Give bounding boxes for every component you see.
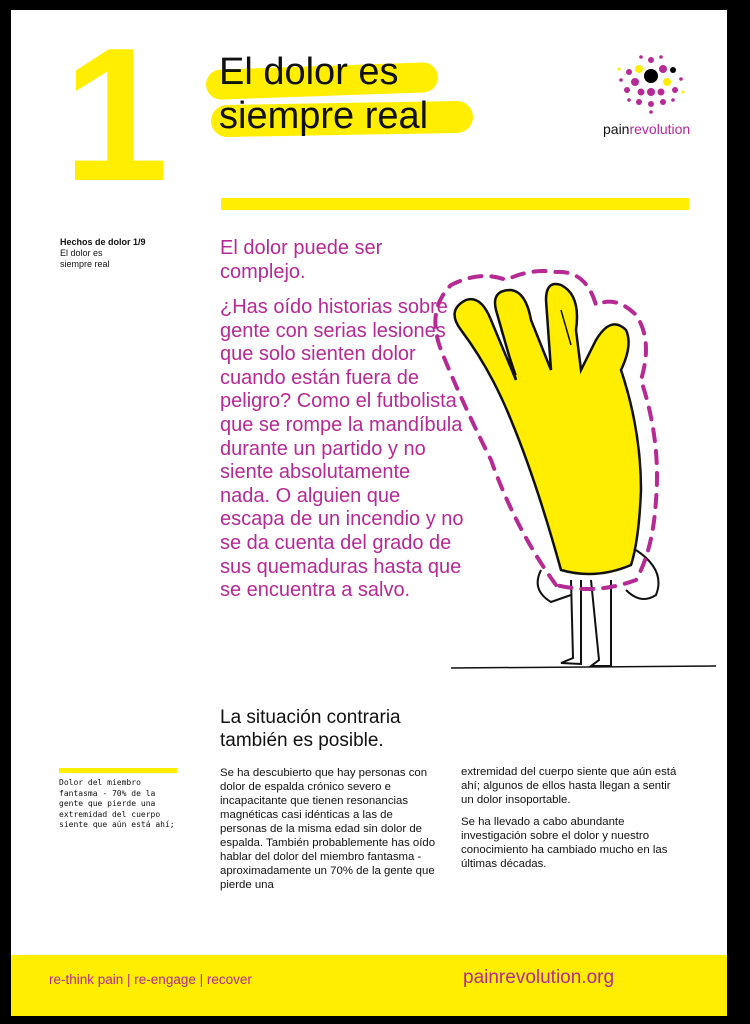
column-1-text: Se ha descubierto que hay personas con dolor de espalda crónico severo e incapacitante que tienen resonancias magnéticas casi idénticas a las de personas de la misma edad sin dolor de espalda. También probablemente has oído hablar del dolor del miembro fantasma - aproximadamente un 70% de la gente que pierde una bbox=[220, 767, 436, 891]
headline: El dolor puede ser complejo. bbox=[220, 237, 383, 283]
fact-label-line-1: El dolor es bbox=[60, 248, 103, 258]
fact-label bbox=[60, 237, 170, 270]
divider bbox=[221, 198, 689, 210]
poster-page bbox=[11, 10, 727, 1016]
column-2-paragraph-2: Se ha llevado a cabo abundante investigación sobre el dolor y nuestro conocimiento ha cambiado mucho en las últimas décadas. bbox=[461, 816, 668, 870]
margin-note: Dolor del miembro fantasma - 70% de la gente que pierde una extremidad del cuerpo siente que aún está ahí; bbox=[59, 778, 175, 829]
page-title bbox=[219, 50, 428, 138]
body-text: ¿Has oído historias sobre gente con serias lesiones que solo sienten dolor cuando están fuera de peligro? Como el futbolista que se rompe la mandíbula durante un partido y no siente absolutamente nada. O alguien que escapa de un incendio y no se da cuenta del grado de sus quemaduras hasta que se encuentra a salvo. bbox=[220, 296, 464, 602]
logo-word-pain: pain bbox=[603, 121, 630, 137]
fact-label-line-2: siempre real bbox=[60, 259, 110, 269]
note-highlight bbox=[59, 768, 177, 773]
column-2-paragraph-1: extremidad del cuerpo siente que aún está ahí; algunos de ellos hasta llegan a sentir un dolor insoportable. bbox=[461, 766, 677, 806]
column-2 bbox=[461, 765, 681, 879]
title-line-2: siempre real bbox=[219, 95, 429, 137]
fact-number: 1 bbox=[63, 10, 169, 221]
logo-wordmark bbox=[603, 121, 690, 137]
footer-url-link[interactable]: painrevolution.org bbox=[463, 967, 615, 988]
title-line-1: El dolor es bbox=[219, 51, 399, 93]
fact-label-title: Hechos de dolor 1/9 bbox=[60, 237, 146, 247]
hand-illustration bbox=[421, 250, 721, 690]
logo-word-revolution: revolution bbox=[629, 121, 691, 137]
subheading: La situación contraria también es posible. bbox=[220, 707, 401, 751]
footer-tagline: re-think pain | re-engage | recover bbox=[49, 972, 252, 987]
